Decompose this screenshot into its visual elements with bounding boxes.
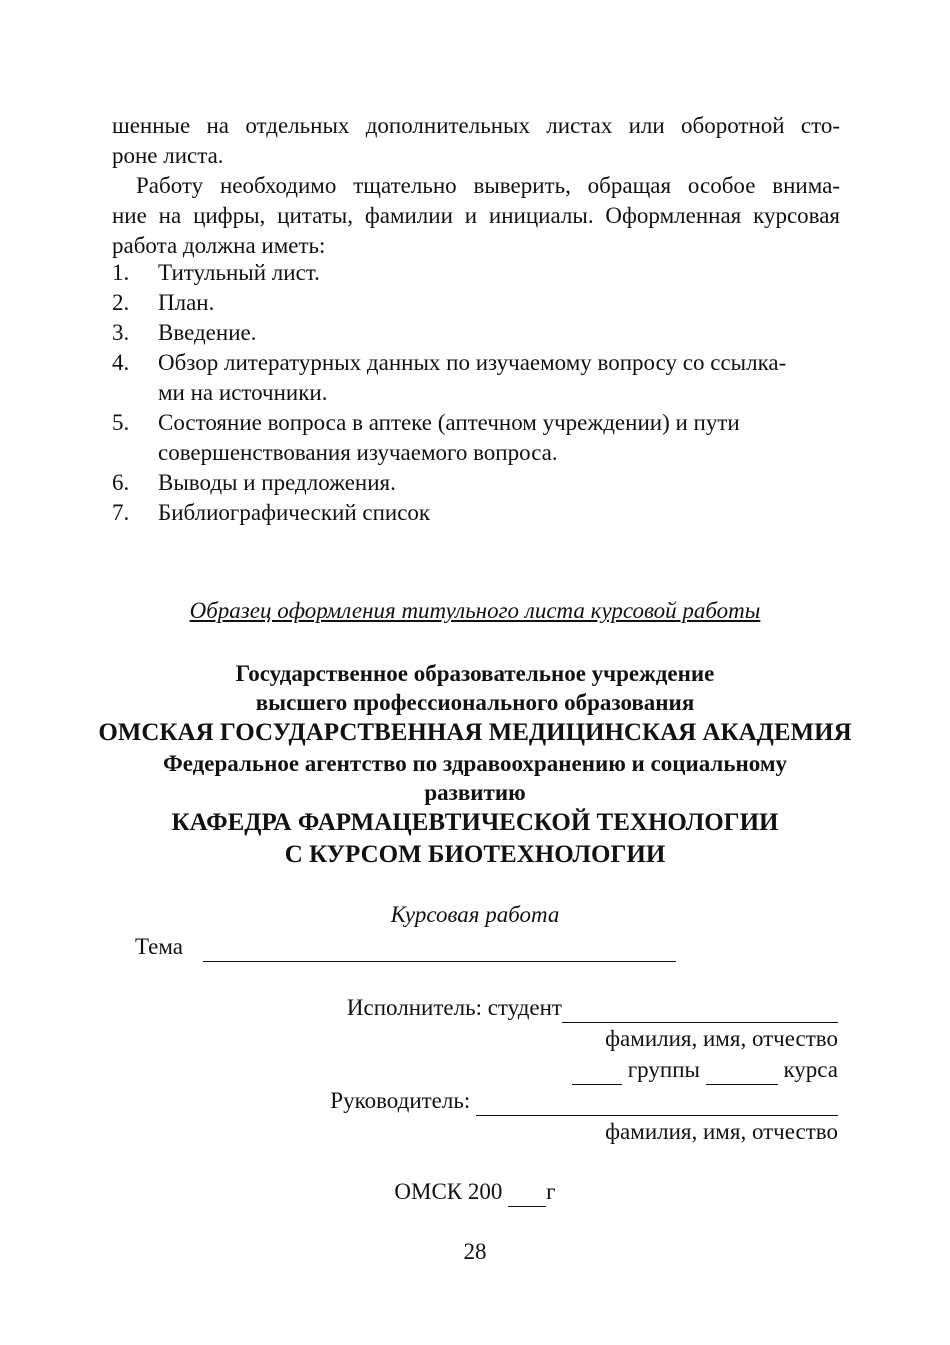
list-item-text: Введение. <box>158 320 257 345</box>
list-item <box>112 258 840 288</box>
course-label: курса <box>783 1057 838 1082</box>
list-item <box>112 498 840 528</box>
year-suffix: г <box>546 1179 556 1204</box>
list-item-number: 5. <box>112 410 130 435</box>
course-blank-line <box>706 1058 778 1085</box>
supervisor-blank-line <box>476 1089 838 1116</box>
intro-line: шенные на отдельных дополнительных листах или оборотной сто- <box>112 113 840 138</box>
intro-paragraph <box>112 111 840 261</box>
list-item-text: Выводы и предложения. <box>158 470 396 495</box>
list-item <box>112 348 840 408</box>
title-page-header <box>0 659 950 871</box>
list-item-text: План. <box>158 290 215 315</box>
header-line: Государственное образовательное учреждение <box>235 661 715 686</box>
theme-label: Тема <box>135 934 183 959</box>
list-item-text: совершенствования изучаемого вопроса. <box>158 440 558 465</box>
list-item-number: 4. <box>112 350 130 375</box>
list-item <box>112 468 840 498</box>
header-line: Федеральное агентство по здравоохранению и социальному <box>163 751 787 776</box>
list-item <box>112 318 840 348</box>
intro-line: ние на цифры, цитаты, фамилии и инициалы. Оформленная курсовая <box>112 203 840 228</box>
requirements-list <box>112 258 840 528</box>
list-item-text: Обзор литературных данных по изучаемому вопросу со ссылка- <box>158 350 787 375</box>
list-item-text: ми на источники. <box>158 380 328 405</box>
list-item <box>112 408 840 468</box>
header-line: высшего профессионального образования <box>255 690 695 715</box>
supervisor-row <box>330 1086 838 1116</box>
intro-line: работа должна иметь: <box>112 233 326 258</box>
executor-row <box>347 993 838 1023</box>
group-label: группы <box>627 1057 700 1082</box>
executor-blank-line <box>562 996 838 1023</box>
city-label: ОМСК 200 <box>394 1179 503 1204</box>
list-item-text: Библиографический список <box>158 500 431 525</box>
group-course-row <box>572 1055 838 1085</box>
group-blank-line <box>572 1058 622 1085</box>
list-item <box>112 288 840 318</box>
list-item-text: Титульный лист. <box>158 260 320 285</box>
department-name: С КУРСОМ БИОТЕХНОЛОГИИ <box>284 841 666 868</box>
supervisor-label: Руководитель: <box>330 1088 471 1113</box>
theme-blank-line <box>203 935 676 962</box>
list-item-number: 3. <box>112 320 130 345</box>
intro-line: роне листа. <box>112 143 224 168</box>
list-item-number: 1. <box>112 260 130 285</box>
theme-row <box>135 932 676 962</box>
year-blank-line <box>508 1180 546 1207</box>
list-item-text: Состояние вопроса в аптеке (аптечном учреждении) и пути <box>158 410 740 435</box>
fio-caption: фамилия, имя, отчество <box>605 1026 838 1051</box>
coursework-label: Курсовая работа <box>390 902 560 927</box>
page-number: 28 <box>463 1239 487 1264</box>
department-name: КАФЕДРА ФАРМАЦЕВТИЧЕСКОЙ ТЕХНОЛОГИИ <box>171 809 779 836</box>
academy-name: ОМСКАЯ ГОСУДАРСТВЕННАЯ МЕДИЦИНСКАЯ АКАДЕМИЯ <box>98 719 852 746</box>
sample-title: Образец оформления титульного листа курсовой работы <box>189 598 761 623</box>
fio-caption: фамилия, имя, отчество <box>605 1119 838 1144</box>
city-year-row <box>0 1177 950 1207</box>
list-item-number: 6. <box>112 470 130 495</box>
header-line: развитию <box>424 780 526 805</box>
executor-label: Исполнитель: студент <box>346 995 562 1020</box>
intro-line: Работу необходимо тщательно выверить, обращая особое внима- <box>136 173 840 198</box>
list-item-number: 2. <box>112 290 130 315</box>
list-item-number: 7. <box>112 500 130 525</box>
